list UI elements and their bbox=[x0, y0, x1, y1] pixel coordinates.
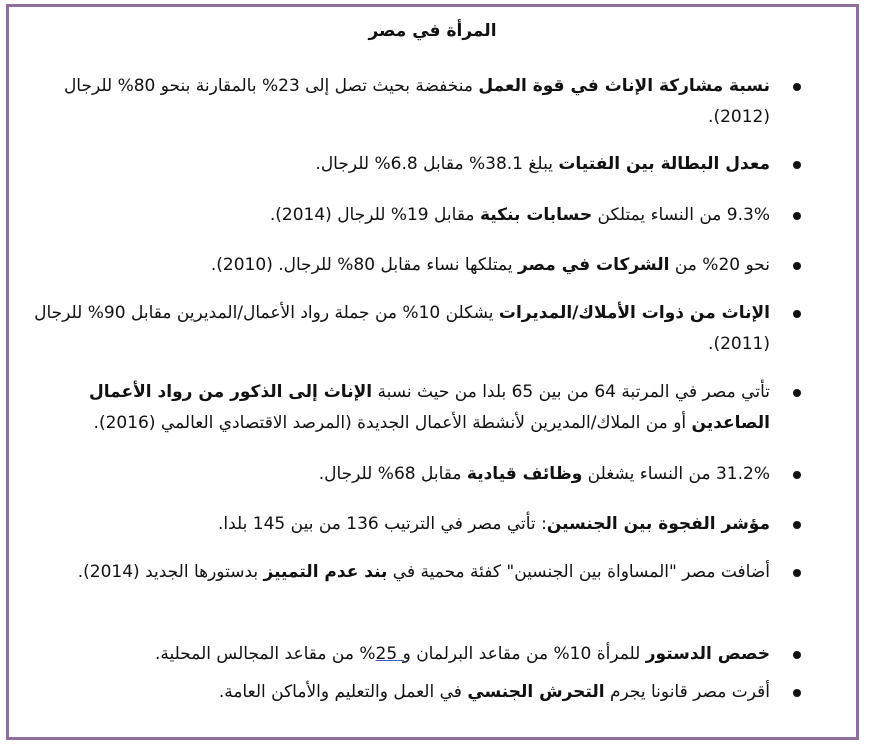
text-run: : تأتي مصر في الترتيب 136 من بين 145 بلدا. bbox=[217, 514, 547, 534]
bold-phrase: مؤشر الفجوة بين الجنسين bbox=[546, 514, 770, 534]
text-run: 31.2% من النساء يشغلن bbox=[582, 464, 770, 484]
page-bottom-edge bbox=[0, 742, 877, 751]
list-item-text bbox=[31, 200, 770, 231]
bold-phrase: التحرش الجنسي bbox=[467, 682, 605, 702]
text-run: منخفضة بحيث تصل إلى 23% بالمقارنة بنحو 80% للرجال (2012). bbox=[63, 76, 770, 127]
list-item-text bbox=[31, 71, 770, 133]
bold-phrase: خصص الدستور bbox=[645, 644, 770, 664]
text-run: في العمل والتعليم والأماكن العامة. bbox=[218, 682, 468, 702]
list-item-text bbox=[31, 509, 770, 540]
bullet-icon bbox=[793, 262, 801, 270]
bold-phrase: حسابات بنكية bbox=[479, 205, 593, 225]
bold-phrase: بند عدم التمييز bbox=[263, 562, 388, 582]
list-item-text bbox=[31, 298, 770, 360]
underlined-phrase: و 25 bbox=[375, 644, 411, 664]
bullet-icon bbox=[793, 310, 801, 318]
text-run: بدستورها الجديد (2014). bbox=[77, 562, 264, 582]
list-item-text bbox=[31, 149, 770, 180]
bullet-icon bbox=[793, 521, 801, 529]
text-run: مقابل 68% للرجال. bbox=[318, 464, 467, 484]
list-item-text bbox=[31, 459, 770, 490]
bullet-icon bbox=[793, 389, 801, 397]
bullet-icon bbox=[793, 212, 801, 220]
text-run: للمرأة 10% من مقاعد البرلمان bbox=[410, 644, 646, 664]
bullet-icon bbox=[793, 161, 801, 169]
bold-phrase: الشركات في مصر bbox=[517, 255, 670, 275]
bold-phrase: نسبة مشاركة الإناث في قوة العمل bbox=[478, 76, 770, 96]
document-title: المرأة في مصر bbox=[368, 21, 497, 41]
text-run: تأتي مصر في المرتبة 64 من بين 65 بلدا من حيث نسبة bbox=[372, 382, 770, 402]
text-run: % من مقاعد المجالس المحلية. bbox=[155, 644, 376, 664]
list-item-text bbox=[31, 677, 770, 708]
list-item-text bbox=[31, 377, 770, 439]
text-run: يمتلكها نساء مقابل 80% للرجال. (2010). bbox=[210, 255, 518, 275]
text-run: أو من الملاك/المديرين لأنشطة الأعمال الجديدة (المرصد الاقتصادي العالمي (2016). bbox=[93, 413, 692, 433]
bold-phrase: الإناث من ذوات الأملاك/المديرات bbox=[498, 303, 770, 323]
text-run: مقابل 19% للرجال (2014). bbox=[269, 205, 480, 225]
list-item-text bbox=[31, 250, 770, 281]
text-run: يبلغ 38.1% مقابل 6.8% للرجال. bbox=[315, 154, 559, 174]
text-run: يشكلن 10% من جملة رواد الأعمال/المديرين مقابل 90% للرجال (2011). bbox=[34, 303, 770, 354]
text-run: 9.3% من النساء يمتلكن bbox=[592, 205, 770, 225]
bullet-icon bbox=[793, 471, 801, 479]
bullet-icon bbox=[793, 651, 801, 659]
bold-phrase: معدل البطالة بين الفتيات bbox=[558, 154, 770, 174]
bullet-icon bbox=[793, 569, 801, 577]
list-item-text bbox=[31, 639, 770, 670]
bullet-icon bbox=[793, 83, 801, 91]
text-run: نحو 20% من bbox=[669, 255, 770, 275]
document-frame bbox=[6, 4, 859, 740]
text-run: أضافت مصر "المساواة بين الجنسين" كفئة محمية في bbox=[387, 562, 770, 582]
text-run: أقرت مصر قانونا يجرم bbox=[604, 682, 770, 702]
bold-phrase: الإناث إلى الذكور من رواد الأعمال الصاعدين bbox=[89, 382, 770, 433]
bold-phrase: وظائف قيادية bbox=[466, 464, 583, 484]
bullet-icon bbox=[793, 689, 801, 697]
list-item-text bbox=[31, 557, 770, 588]
